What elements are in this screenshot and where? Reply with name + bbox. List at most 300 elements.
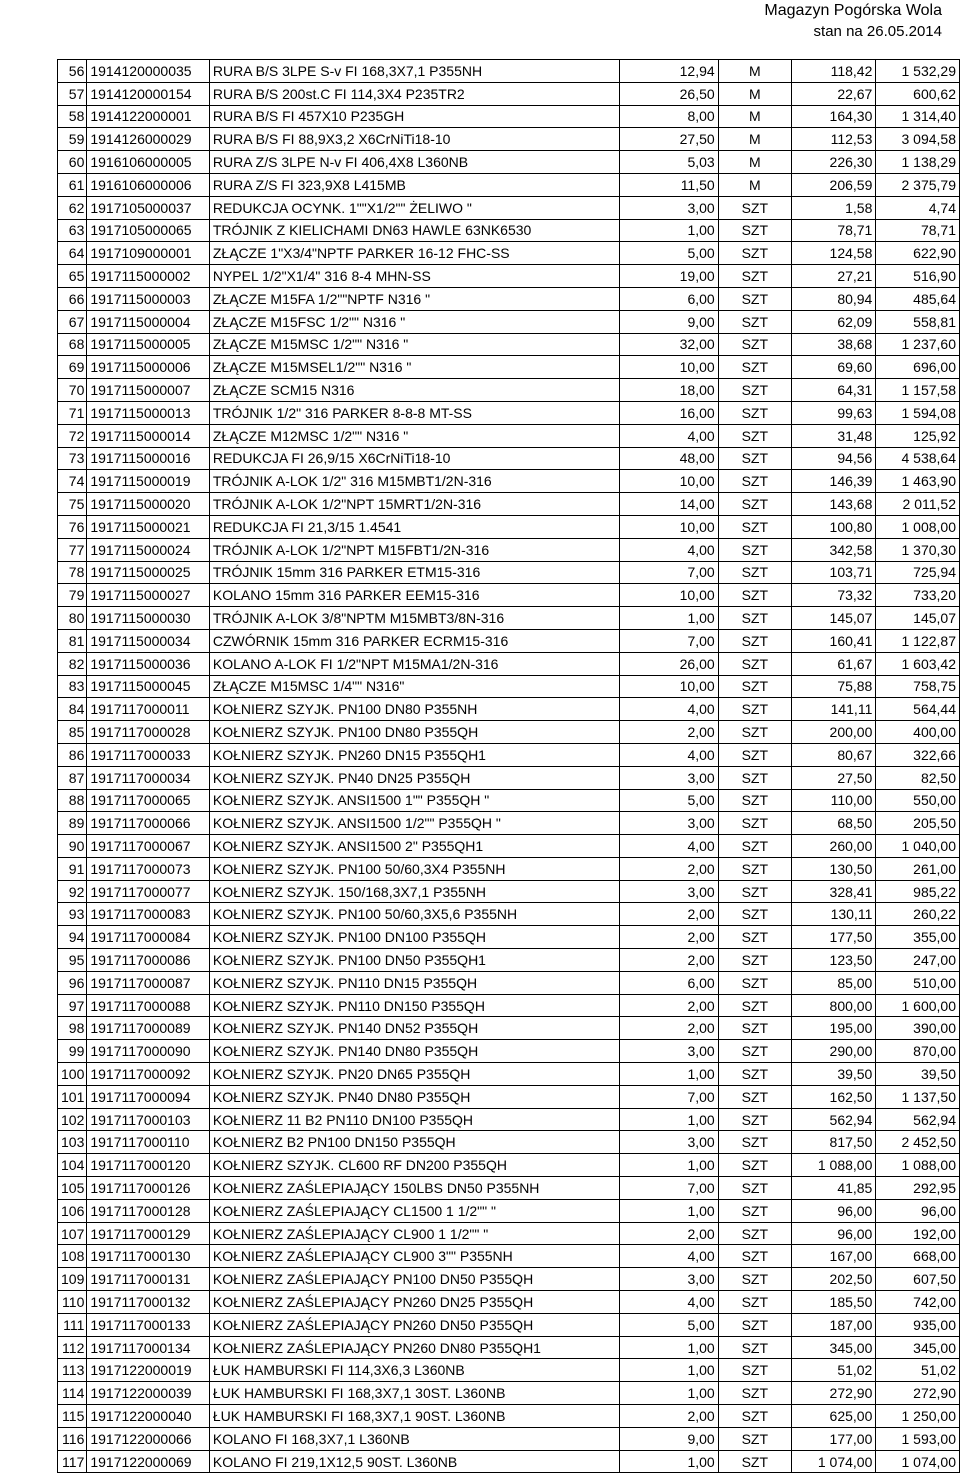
quantity-cell: 5,00: [619, 242, 718, 265]
unit-price-cell: 96,00: [791, 1199, 875, 1222]
item-code-cell: 1917115000036: [87, 652, 210, 675]
item-name-cell: KOŁNIERZ SZYJK. PN140 DN80 P355QH: [209, 1040, 619, 1063]
total-value-cell: 292,95: [876, 1177, 960, 1200]
table-row: [58, 1108, 960, 1131]
unit-price-cell: 94,56: [791, 447, 875, 470]
item-name-cell: KOŁNIERZ SZYJK. CL600 RF DN200 P355QH: [209, 1154, 619, 1177]
quantity-cell: 1,00: [619, 1382, 718, 1405]
item-code-cell: 1917117000033: [87, 743, 210, 766]
item-code-cell: 1917117000090: [87, 1040, 210, 1063]
item-name-cell: CZWÓRNIK 15mm 316 PARKER ECRM15-316: [209, 629, 619, 652]
row-number-cell: 75: [58, 493, 87, 516]
item-name-cell: ZŁĄCZE M15MSC 1/2"" N316 ": [209, 333, 619, 356]
item-name-cell: ZŁĄCZE 1"X3/4"NPTF PARKER 16-12 FHC-SS: [209, 242, 619, 265]
item-code-cell: 1917117000028: [87, 721, 210, 744]
quantity-cell: 3,00: [619, 1040, 718, 1063]
quantity-cell: 10,00: [619, 515, 718, 538]
item-code-cell: 1914120000154: [87, 82, 210, 105]
total-value-cell: 510,00: [876, 971, 960, 994]
unit-price-cell: 345,00: [791, 1336, 875, 1359]
item-code-cell: 1917115000027: [87, 584, 210, 607]
table-row: [58, 1131, 960, 1154]
item-code-cell: 1917117000073: [87, 857, 210, 880]
item-name-cell: KOŁNIERZ ZAŚLEPIAJĄCY CL900 1 1/2"" ": [209, 1222, 619, 1245]
row-number-cell: 113: [58, 1359, 87, 1382]
table-row: [58, 629, 960, 652]
item-code-cell: 1917117000065: [87, 789, 210, 812]
row-number-cell: 89: [58, 812, 87, 835]
item-name-cell: TRÓJNIK A-LOK 1/2"NPT 15MRT1/2N-316: [209, 493, 619, 516]
unit-price-cell: 202,50: [791, 1268, 875, 1291]
quantity-cell: 2,00: [619, 721, 718, 744]
total-value-cell: 192,00: [876, 1222, 960, 1245]
table-row: [58, 675, 960, 698]
quantity-cell: 18,00: [619, 379, 718, 402]
quantity-cell: 5,00: [619, 789, 718, 812]
unit-price-cell: 112,53: [791, 128, 875, 151]
table-row: [58, 743, 960, 766]
quantity-cell: 2,00: [619, 949, 718, 972]
item-code-cell: 1917122000069: [87, 1450, 210, 1473]
unit-price-cell: 80,94: [791, 287, 875, 310]
unit-cell: SZT: [718, 675, 791, 698]
item-name-cell: ZŁĄCZE M15MSC 1/4"" N316": [209, 675, 619, 698]
quantity-cell: 1,00: [619, 1450, 718, 1473]
unit-cell: M: [718, 128, 791, 151]
unit-cell: SZT: [718, 1222, 791, 1245]
total-value-cell: 1 237,60: [876, 333, 960, 356]
unit-cell: SZT: [718, 242, 791, 265]
item-name-cell: ŁUK HAMBURSKI FI 114,3X6,3 L360NB: [209, 1359, 619, 1382]
unit-cell: SZT: [718, 1108, 791, 1131]
table-row: [58, 766, 960, 789]
quantity-cell: 4,00: [619, 835, 718, 858]
inventory-table: [57, 59, 960, 1473]
item-code-cell: 1917117000133: [87, 1313, 210, 1336]
item-name-cell: REDUKCJA OCYNK. 1""X1/2"" ŻELIWO ": [209, 196, 619, 219]
unit-price-cell: 177,50: [791, 926, 875, 949]
unit-price-cell: 75,88: [791, 675, 875, 698]
table-row: [58, 584, 960, 607]
row-number-cell: 93: [58, 903, 87, 926]
row-number-cell: 83: [58, 675, 87, 698]
quantity-cell: 5,03: [619, 151, 718, 174]
unit-cell: SZT: [718, 812, 791, 835]
item-code-cell: 1917115000013: [87, 401, 210, 424]
unit-cell: SZT: [718, 629, 791, 652]
unit-price-cell: 103,71: [791, 561, 875, 584]
unit-cell: SZT: [718, 424, 791, 447]
item-code-cell: 1917117000110: [87, 1131, 210, 1154]
table-row: [58, 1199, 960, 1222]
total-value-cell: 985,22: [876, 880, 960, 903]
total-value-cell: 1 370,30: [876, 538, 960, 561]
table-row: [58, 470, 960, 493]
unit-cell: SZT: [718, 835, 791, 858]
quantity-cell: 10,00: [619, 675, 718, 698]
unit-price-cell: 1 088,00: [791, 1154, 875, 1177]
table-row: [58, 105, 960, 128]
quantity-cell: 3,00: [619, 766, 718, 789]
table-row: [58, 310, 960, 333]
row-number-cell: 65: [58, 265, 87, 288]
item-code-cell: 1917115000030: [87, 607, 210, 630]
item-name-cell: KOŁNIERZ 11 B2 PN110 DN100 P355QH: [209, 1108, 619, 1131]
quantity-cell: 10,00: [619, 356, 718, 379]
unit-price-cell: 100,80: [791, 515, 875, 538]
quantity-cell: 1,00: [619, 607, 718, 630]
item-name-cell: KOŁNIERZ SZYJK. PN140 DN52 P355QH: [209, 1017, 619, 1040]
row-number-cell: 62: [58, 196, 87, 219]
quantity-cell: 4,00: [619, 698, 718, 721]
table-row: [58, 265, 960, 288]
quantity-cell: 10,00: [619, 470, 718, 493]
item-code-cell: 1917115000034: [87, 629, 210, 652]
unit-cell: M: [718, 105, 791, 128]
row-number-cell: 59: [58, 128, 87, 151]
table-row: [58, 1427, 960, 1450]
table-row: [58, 949, 960, 972]
item-code-cell: 1917117000088: [87, 994, 210, 1017]
quantity-cell: 3,00: [619, 1268, 718, 1291]
table-row: [58, 835, 960, 858]
item-code-cell: 1917117000034: [87, 766, 210, 789]
item-name-cell: KOŁNIERZ ZAŚLEPIAJĄCY PN260 DN80 P355QH1: [209, 1336, 619, 1359]
row-number-cell: 60: [58, 151, 87, 174]
item-name-cell: RURA Z/S 3LPE N-v FI 406,4X8 L360NB: [209, 151, 619, 174]
total-value-cell: 1 603,42: [876, 652, 960, 675]
item-name-cell: KOŁNIERZ B2 PN100 DN150 P355QH: [209, 1131, 619, 1154]
quantity-cell: 9,00: [619, 310, 718, 333]
item-name-cell: RURA B/S FI 457X10 P235GH: [209, 105, 619, 128]
item-name-cell: KOŁNIERZ ZAŚLEPIAJĄCY CL1500 1 1/2"" ": [209, 1199, 619, 1222]
item-code-cell: 1917117000131: [87, 1268, 210, 1291]
unit-cell: SZT: [718, 1154, 791, 1177]
row-number-cell: 107: [58, 1222, 87, 1245]
table-row: [58, 196, 960, 219]
item-name-cell: KOLANO 15mm 316 PARKER EEM15-316: [209, 584, 619, 607]
total-value-cell: 1 600,00: [876, 994, 960, 1017]
unit-price-cell: 143,68: [791, 493, 875, 516]
table-row: [58, 1382, 960, 1405]
table-row: [58, 903, 960, 926]
item-code-cell: 1917115000019: [87, 470, 210, 493]
table-row: [58, 242, 960, 265]
quantity-cell: 1,00: [619, 1199, 718, 1222]
unit-price-cell: 206,59: [791, 173, 875, 196]
item-name-cell: KOŁNIERZ SZYJK. ANSI1500 1/2"" P355QH ": [209, 812, 619, 835]
unit-cell: SZT: [718, 538, 791, 561]
table-row: [58, 82, 960, 105]
item-name-cell: KOŁNIERZ ZAŚLEPIAJĄCY PN100 DN50 P355QH: [209, 1268, 619, 1291]
table-row: [58, 652, 960, 675]
item-name-cell: KOŁNIERZ SZYJK. PN100 DN100 P355QH: [209, 926, 619, 949]
table-row: [58, 128, 960, 151]
item-code-cell: 1917117000103: [87, 1108, 210, 1131]
table-row: [58, 1359, 960, 1382]
row-number-cell: 82: [58, 652, 87, 675]
row-number-cell: 114: [58, 1382, 87, 1405]
row-number-cell: 116: [58, 1427, 87, 1450]
table-row: [58, 1040, 960, 1063]
total-value-cell: 4 538,64: [876, 447, 960, 470]
item-name-cell: KOLANO FI 168,3X7,1 L360NB: [209, 1427, 619, 1450]
quantity-cell: 4,00: [619, 424, 718, 447]
row-number-cell: 99: [58, 1040, 87, 1063]
unit-price-cell: 162,50: [791, 1085, 875, 1108]
unit-cell: SZT: [718, 1063, 791, 1086]
item-code-cell: 1917115000002: [87, 265, 210, 288]
table-row: [58, 401, 960, 424]
item-name-cell: KOŁNIERZ SZYJK. PN110 DN15 P355QH: [209, 971, 619, 994]
total-value-cell: 1 122,87: [876, 629, 960, 652]
table-row: [58, 1405, 960, 1428]
item-name-cell: KOŁNIERZ SZYJK. PN100 DN50 P355QH1: [209, 949, 619, 972]
unit-cell: SZT: [718, 310, 791, 333]
item-code-cell: 1917122000040: [87, 1405, 210, 1428]
unit-price-cell: 38,68: [791, 333, 875, 356]
item-code-cell: 1917117000094: [87, 1085, 210, 1108]
unit-price-cell: 130,50: [791, 857, 875, 880]
total-value-cell: 322,66: [876, 743, 960, 766]
unit-cell: SZT: [718, 196, 791, 219]
unit-price-cell: 69,60: [791, 356, 875, 379]
unit-cell: SZT: [718, 1177, 791, 1200]
unit-price-cell: 328,41: [791, 880, 875, 903]
row-number-cell: 108: [58, 1245, 87, 1268]
quantity-cell: 14,00: [619, 493, 718, 516]
total-value-cell: 82,50: [876, 766, 960, 789]
unit-price-cell: 118,42: [791, 60, 875, 83]
item-code-cell: 1917117000120: [87, 1154, 210, 1177]
unit-cell: SZT: [718, 903, 791, 926]
item-code-cell: 1917115000025: [87, 561, 210, 584]
item-code-cell: 1917115000006: [87, 356, 210, 379]
quantity-cell: 26,00: [619, 652, 718, 675]
item-name-cell: KOŁNIERZ SZYJK. 150/168,3X7,1 P355NH: [209, 880, 619, 903]
table-row: [58, 994, 960, 1017]
row-number-cell: 117: [58, 1450, 87, 1473]
row-number-cell: 95: [58, 949, 87, 972]
unit-price-cell: 260,00: [791, 835, 875, 858]
item-code-cell: 1914126000029: [87, 128, 210, 151]
item-name-cell: KOŁNIERZ SZYJK. PN110 DN150 P355QH: [209, 994, 619, 1017]
item-name-cell: NYPEL 1/2"X1/4" 316 8-4 MHN-SS: [209, 265, 619, 288]
total-value-cell: 725,94: [876, 561, 960, 584]
item-code-cell: 1917117000011: [87, 698, 210, 721]
unit-cell: SZT: [718, 880, 791, 903]
row-number-cell: 111: [58, 1313, 87, 1336]
quantity-cell: 7,00: [619, 1085, 718, 1108]
item-code-cell: 1917122000066: [87, 1427, 210, 1450]
unit-price-cell: 99,63: [791, 401, 875, 424]
table-row: [58, 812, 960, 835]
row-number-cell: 102: [58, 1108, 87, 1131]
unit-cell: SZT: [718, 1199, 791, 1222]
unit-price-cell: 31,48: [791, 424, 875, 447]
unit-price-cell: 123,50: [791, 949, 875, 972]
unit-price-cell: 124,58: [791, 242, 875, 265]
page-header: [0, 0, 960, 42]
item-name-cell: RURA B/S FI 88,9X3,2 X6CrNiTi18-10: [209, 128, 619, 151]
row-number-cell: 85: [58, 721, 87, 744]
item-code-cell: 1914122000001: [87, 105, 210, 128]
unit-price-cell: 177,00: [791, 1427, 875, 1450]
unit-price-cell: 817,50: [791, 1131, 875, 1154]
quantity-cell: 32,00: [619, 333, 718, 356]
table-row: [58, 333, 960, 356]
unit-price-cell: 226,30: [791, 151, 875, 174]
unit-cell: SZT: [718, 1313, 791, 1336]
unit-cell: SZT: [718, 333, 791, 356]
item-name-cell: ZŁĄCZE M15FSC 1/2"" N316 ": [209, 310, 619, 333]
quantity-cell: 2,00: [619, 903, 718, 926]
item-code-cell: 1917117000083: [87, 903, 210, 926]
unit-price-cell: 272,90: [791, 1382, 875, 1405]
total-value-cell: 622,90: [876, 242, 960, 265]
total-value-cell: 125,92: [876, 424, 960, 447]
unit-price-cell: 141,11: [791, 698, 875, 721]
unit-cell: SZT: [718, 1040, 791, 1063]
quantity-cell: 1,00: [619, 1108, 718, 1131]
item-code-cell: 1917115000045: [87, 675, 210, 698]
item-name-cell: ZŁĄCZE M12MSC 1/2"" N316 ": [209, 424, 619, 447]
table-row: [58, 1268, 960, 1291]
unit-cell: SZT: [718, 584, 791, 607]
row-number-cell: 57: [58, 82, 87, 105]
total-value-cell: 247,00: [876, 949, 960, 972]
item-code-cell: 1916106000006: [87, 173, 210, 196]
unit-price-cell: 96,00: [791, 1222, 875, 1245]
quantity-cell: 2,00: [619, 926, 718, 949]
unit-cell: SZT: [718, 1382, 791, 1405]
quantity-cell: 7,00: [619, 561, 718, 584]
row-number-cell: 69: [58, 356, 87, 379]
unit-cell: SZT: [718, 401, 791, 424]
row-number-cell: 97: [58, 994, 87, 1017]
item-code-cell: 1917115000007: [87, 379, 210, 402]
quantity-cell: 3,00: [619, 812, 718, 835]
item-code-cell: 1917117000084: [87, 926, 210, 949]
unit-cell: SZT: [718, 857, 791, 880]
row-number-cell: 71: [58, 401, 87, 424]
unit-cell: SZT: [718, 652, 791, 675]
quantity-cell: 1,00: [619, 1063, 718, 1086]
total-value-cell: 272,90: [876, 1382, 960, 1405]
item-name-cell: KOŁNIERZ SZYJK. ANSI1500 1"" P355QH ": [209, 789, 619, 812]
table-row: [58, 1245, 960, 1268]
total-value-cell: 1 532,29: [876, 60, 960, 83]
unit-price-cell: 39,50: [791, 1063, 875, 1086]
quantity-cell: 2,00: [619, 1222, 718, 1245]
total-value-cell: 696,00: [876, 356, 960, 379]
unit-price-cell: 27,50: [791, 766, 875, 789]
unit-price-cell: 164,30: [791, 105, 875, 128]
table-row: [58, 379, 960, 402]
total-value-cell: 742,00: [876, 1291, 960, 1314]
unit-cell: SZT: [718, 1085, 791, 1108]
table-row: [58, 493, 960, 516]
item-name-cell: RURA B/S 3LPE S-v FI 168,3X7,1 P355NH: [209, 60, 619, 83]
table-row: [58, 1085, 960, 1108]
total-value-cell: 51,02: [876, 1359, 960, 1382]
row-number-cell: 86: [58, 743, 87, 766]
total-value-cell: 145,07: [876, 607, 960, 630]
unit-price-cell: 146,39: [791, 470, 875, 493]
item-code-cell: 1917115000003: [87, 287, 210, 310]
unit-cell: SZT: [718, 1336, 791, 1359]
table-row: [58, 1450, 960, 1473]
unit-price-cell: 1 074,00: [791, 1450, 875, 1473]
row-number-cell: 115: [58, 1405, 87, 1428]
unit-cell: SZT: [718, 971, 791, 994]
item-code-cell: 1917115000004: [87, 310, 210, 333]
row-number-cell: 63: [58, 219, 87, 242]
quantity-cell: 6,00: [619, 971, 718, 994]
item-code-cell: 1917117000132: [87, 1291, 210, 1314]
row-number-cell: 81: [58, 629, 87, 652]
row-number-cell: 66: [58, 287, 87, 310]
item-code-cell: 1917117000089: [87, 1017, 210, 1040]
row-number-cell: 110: [58, 1291, 87, 1314]
quantity-cell: 12,94: [619, 60, 718, 83]
table-row: [58, 1154, 960, 1177]
total-value-cell: 390,00: [876, 1017, 960, 1040]
unit-cell: SZT: [718, 219, 791, 242]
table-row: [58, 1063, 960, 1086]
total-value-cell: 607,50: [876, 1268, 960, 1291]
total-value-cell: 261,00: [876, 857, 960, 880]
item-code-cell: 1917115000020: [87, 493, 210, 516]
row-number-cell: 80: [58, 607, 87, 630]
table-row: [58, 424, 960, 447]
quantity-cell: 48,00: [619, 447, 718, 470]
table-row: [58, 1291, 960, 1314]
quantity-cell: 1,00: [619, 1336, 718, 1359]
row-number-cell: 67: [58, 310, 87, 333]
total-value-cell: 935,00: [876, 1313, 960, 1336]
total-value-cell: 758,75: [876, 675, 960, 698]
table-row: [58, 926, 960, 949]
row-number-cell: 106: [58, 1199, 87, 1222]
row-number-cell: 76: [58, 515, 87, 538]
unit-cell: M: [718, 151, 791, 174]
table-row: [58, 1222, 960, 1245]
unit-price-cell: 290,00: [791, 1040, 875, 1063]
item-code-cell: 1917115000024: [87, 538, 210, 561]
table-row: [58, 698, 960, 721]
quantity-cell: 5,00: [619, 1313, 718, 1336]
unit-cell: SZT: [718, 1359, 791, 1382]
table-row: [58, 561, 960, 584]
item-name-cell: TRÓJNIK 15mm 316 PARKER ETM15-316: [209, 561, 619, 584]
item-name-cell: ŁUK HAMBURSKI FI 168,3X7,1 30ST. L360NB: [209, 1382, 619, 1405]
item-name-cell: REDUKCJA FI 21,3/15 1.4541: [209, 515, 619, 538]
quantity-cell: 8,00: [619, 105, 718, 128]
item-name-cell: TRÓJNIK A-LOK 3/8"NPTM M15MBT3/8N-316: [209, 607, 619, 630]
row-number-cell: 88: [58, 789, 87, 812]
unit-cell: SZT: [718, 994, 791, 1017]
table-row: [58, 789, 960, 812]
row-number-cell: 61: [58, 173, 87, 196]
total-value-cell: 2 011,52: [876, 493, 960, 516]
unit-price-cell: 195,00: [791, 1017, 875, 1040]
item-code-cell: 1917117000134: [87, 1336, 210, 1359]
unit-price-cell: 1,58: [791, 196, 875, 219]
row-number-cell: 92: [58, 880, 87, 903]
total-value-cell: 1 088,00: [876, 1154, 960, 1177]
unit-price-cell: 625,00: [791, 1405, 875, 1428]
